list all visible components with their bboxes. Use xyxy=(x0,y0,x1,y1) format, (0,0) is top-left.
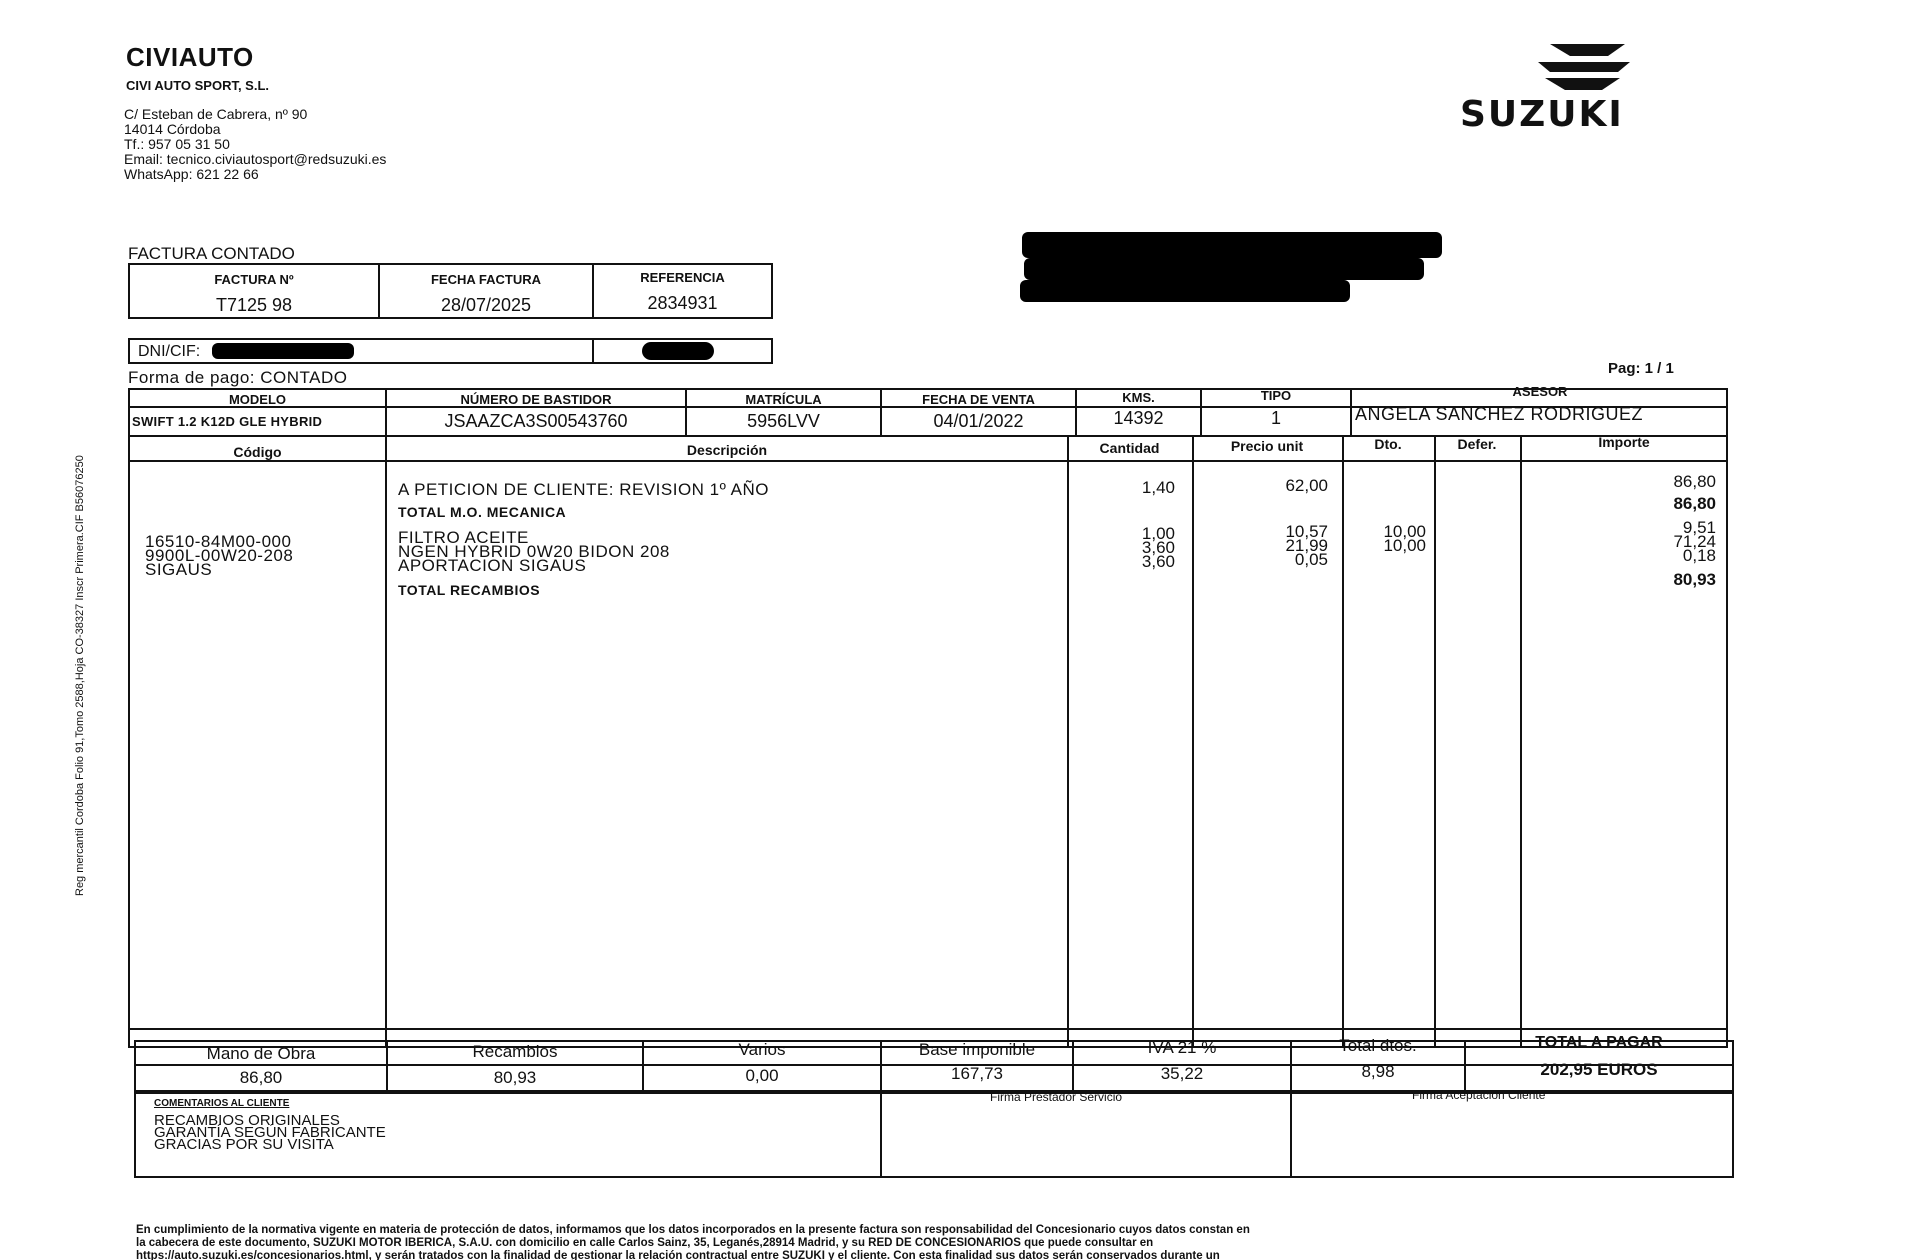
col-defer-header: Defer. xyxy=(1457,436,1497,452)
col-price-header: Precio unit xyxy=(1230,438,1304,454)
total-discounts-value: 8,98 xyxy=(1361,1062,1395,1081)
vehicle-vin: JSAAZCA3S00543760 xyxy=(444,411,628,431)
line-2-amount: 86,80 xyxy=(1673,494,1716,513)
line-5-price: 0,05 xyxy=(1294,550,1328,569)
line-5-qty: 3,60 xyxy=(1141,552,1175,571)
line-3-code: 16510-84M00-000 xyxy=(145,532,292,551)
col-qty-header: Cantidad xyxy=(1099,440,1160,456)
company-address-1: C/ Esteban de Cabrera, nº 90 xyxy=(124,106,308,122)
total-misc-label: Varios xyxy=(738,1040,786,1059)
line-6-desc: TOTAL RECAMBIOS xyxy=(398,582,541,598)
company-address-2: 14014 Córdoba xyxy=(124,121,221,137)
company-name: CIVIAUTO xyxy=(126,42,254,72)
line-3-dto: 10,00 xyxy=(1383,522,1426,541)
redacted-customer-city xyxy=(1020,280,1350,302)
vehicle-sale-date: 04/01/2022 xyxy=(933,411,1024,431)
invoice-number-header: FACTURA Nº xyxy=(214,272,294,287)
col-desc-header: Descripción xyxy=(686,442,768,458)
total-to-pay-label: TOTAL A PAGAR xyxy=(1535,1034,1663,1051)
client-signature-label: Firma Aceptación Cliente xyxy=(1412,1088,1546,1102)
company-whatsapp: WhatsApp: 621 22 66 xyxy=(124,166,259,182)
total-discounts-label: Total dtos. xyxy=(1339,1036,1417,1055)
suzuki-wordmark: SUZUKI xyxy=(1460,94,1624,135)
total-parts-value: 80,93 xyxy=(493,1068,537,1087)
total-misc-value: 0,00 xyxy=(745,1066,779,1085)
line-6-amount: 80,93 xyxy=(1673,570,1716,589)
vehicle-sale-date-header: FECHA DE VENTA xyxy=(922,392,1035,407)
line-1-qty: 1,40 xyxy=(1141,478,1175,497)
main-table xyxy=(128,388,1728,1048)
line-4-desc: NGEN HYBRID 0W20 BIDON 208 xyxy=(398,542,670,561)
col-amount-header: Importe xyxy=(1598,434,1650,450)
line-4-dto: 10,00 xyxy=(1383,536,1426,555)
invoice-reference: 2834931 xyxy=(647,293,718,313)
comments-title: COMENTARIOS AL CLIENTE xyxy=(154,1098,290,1109)
line-4-qty: 3,60 xyxy=(1141,538,1175,557)
line-1-price: 62,00 xyxy=(1285,476,1328,495)
invoice-date: 28/07/2025 xyxy=(440,295,532,315)
total-to-pay-value: 202,95 EUROS xyxy=(1540,1060,1658,1079)
suzuki-s-icon xyxy=(1530,40,1640,92)
payment-method: Forma de pago: CONTADO xyxy=(128,368,348,387)
line-3-price: 10,57 xyxy=(1285,522,1328,541)
col-dto-header: Dto. xyxy=(1374,436,1402,452)
invoice-type: FACTURA CONTADO xyxy=(128,244,295,263)
tax-base-label: Base imponible xyxy=(918,1040,1036,1059)
vehicle-plate-header: MATRÍCULA xyxy=(745,392,822,407)
vehicle-advisor: ANGELA SANCHEZ RODRIGUEZ xyxy=(1355,404,1644,424)
vehicle-kms-header: KMS. xyxy=(1122,390,1155,405)
line-1-desc: A PETICION DE CLIENTE: REVISION 1º AÑO xyxy=(398,480,769,499)
line-5-desc: APORTACION SIGAUS xyxy=(398,556,587,575)
line-4-code: 9900L-00W20-208 xyxy=(145,546,294,565)
vehicle-type: 1 xyxy=(1270,408,1281,428)
comment-line-3: GRACIAS POR SU VISITA xyxy=(154,1136,334,1153)
legal-line-1: En cumplimiento de la normativa vigente en materia de protección de datos, informamos que los datos incorporados en la presente factura son responsabilidad del Concesionario cuyos datos constan en xyxy=(136,1224,1250,1236)
company-legal-name: CIVI AUTO SPORT, S.L. xyxy=(126,78,270,93)
comment-line-2: GARANTÍA SEGÚN FABRICANTE xyxy=(154,1124,386,1141)
vehicle-advisor-header: ASESOR xyxy=(1512,384,1568,399)
page-number: Pag: 1 / 1 xyxy=(1608,360,1674,377)
provider-signature-label: Firma Prestador Servicio xyxy=(990,1090,1123,1104)
company-email: Email: tecnico.civiautosport@redsuzuki.es xyxy=(124,151,387,167)
total-labor-label: Mano de Obra xyxy=(206,1044,316,1063)
line-4-amount: 71,24 xyxy=(1673,532,1716,551)
line-3-desc: FILTRO ACEITE xyxy=(398,528,529,547)
legal-line-3: https://auto.suzuki.es/concesionarios.html, y serán tratados con la finalidad de gestionar la relación contractual entre SUZUKI y el cliente. Con esta finalidad sus datos serán conservados durante un xyxy=(136,1250,1220,1260)
comment-line-1: RECAMBIOS ORIGINALES xyxy=(154,1112,340,1129)
line-3-amount: 9,51 xyxy=(1682,518,1716,537)
line-1-amount: 86,80 xyxy=(1673,472,1716,491)
total-labor-value: 86,80 xyxy=(239,1068,283,1087)
col-code-header: Código xyxy=(233,444,282,460)
redacted-dni xyxy=(212,343,354,359)
line-2-desc: TOTAL M.O. MECANICA xyxy=(398,504,567,520)
invoice-number: T7125 98 xyxy=(215,295,293,315)
vehicle-kms: 14392 xyxy=(1113,408,1164,428)
registry-note: Reg mercantil Cordoba Folio 91,Tomo 2588,Hoja CO-38327 Inscr Primera.CIF B56076250 xyxy=(74,455,86,896)
legal-line-2: la cabecera de este documento, SUZUKI MOTOR IBÉRICA, S.A.U. con domicilio en calle Carlos Sainz, 35, Leganés,28914 Madrid, y su RED DE CONCESIONARIOS que puede consultar en xyxy=(136,1237,1154,1249)
vat-value: 35,22 xyxy=(1160,1064,1204,1083)
vehicle-model: SWIFT 1.2 K12D GLE HYBRID xyxy=(132,414,323,429)
vat-label: IVA 21 % xyxy=(1147,1038,1217,1057)
line-5-code: SIGAUS xyxy=(145,560,213,579)
line-4-price: 21,99 xyxy=(1285,536,1328,555)
redacted-customer-name xyxy=(1022,232,1442,258)
vehicle-model-header: MODELO xyxy=(228,392,287,407)
vehicle-vin-header: NÚMERO DE BASTIDOR xyxy=(460,392,612,407)
line-3-qty: 1,00 xyxy=(1141,524,1175,543)
redacted-dni-extra xyxy=(642,342,714,360)
dni-label: DNI/CIF: xyxy=(138,343,201,360)
line-5-amount: 0,18 xyxy=(1682,546,1716,565)
vehicle-type-header: TIPO xyxy=(1260,388,1292,403)
redacted-customer-address xyxy=(1024,258,1424,280)
suzuki-logo xyxy=(1460,40,1710,135)
tax-base-value: 167,73 xyxy=(951,1064,1003,1083)
invoice-date-header: FECHA FACTURA xyxy=(430,272,541,287)
vehicle-plate: 5956LVV xyxy=(747,411,820,431)
total-parts-label: Recambios xyxy=(472,1042,558,1061)
company-phone: Tf.: 957 05 31 50 xyxy=(124,136,230,152)
invoice-reference-header: REFERENCIA xyxy=(640,270,725,285)
